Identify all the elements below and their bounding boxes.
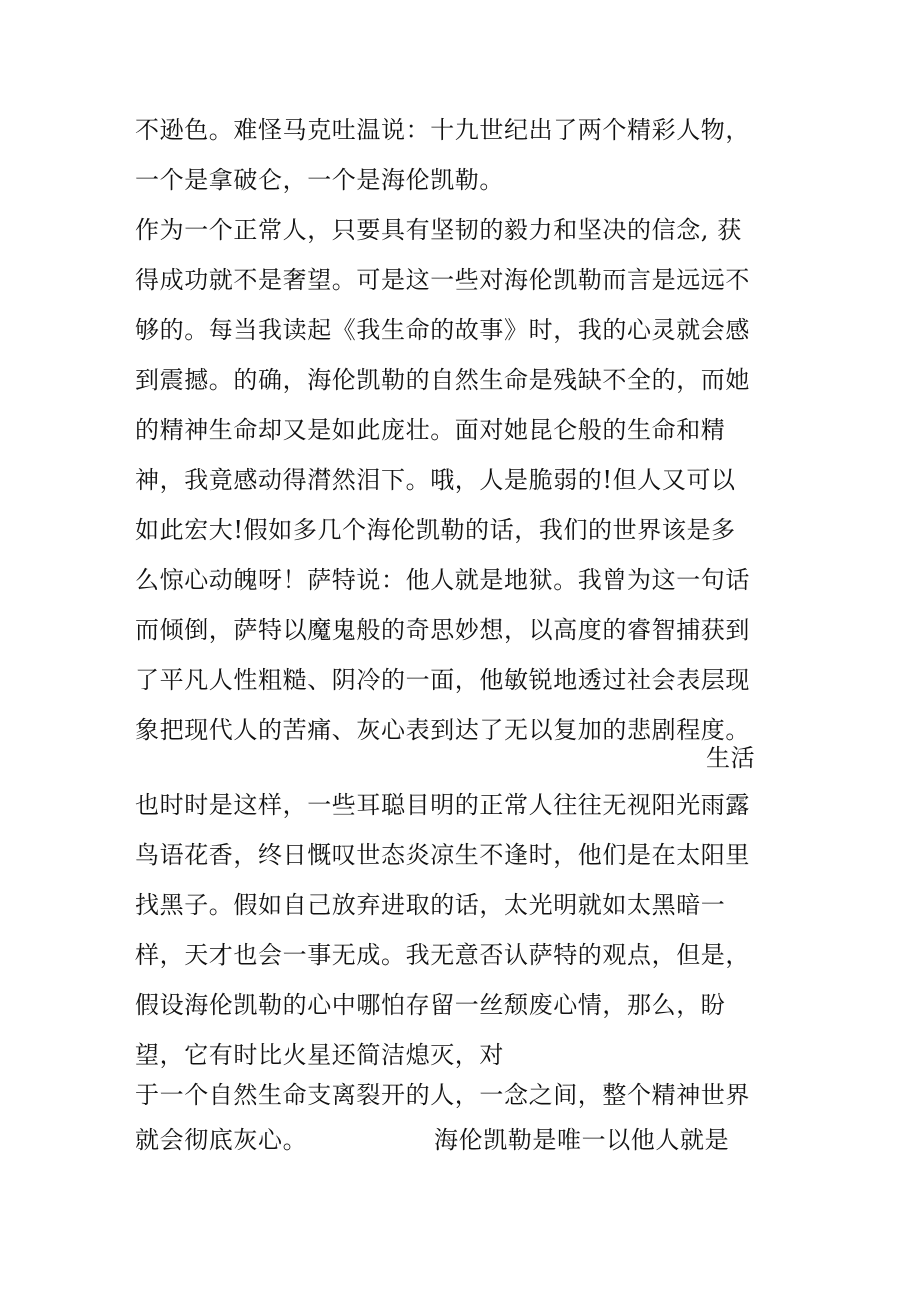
text-line: 也时时是这样，一些耳聪目明的正常人往往无视阳光雨露 [135, 791, 750, 819]
text-line: 鸟语花香，终日慨叹世态炎凉生不逢时，他们是在太阳里 [135, 841, 750, 869]
text-line: 而倾倒，萨特以魔鬼般的奇思妙想，以高度的睿智捕获到 [135, 616, 750, 644]
text-line-right: 生活 [706, 744, 756, 772]
text-line: 望，它有时比火星还简洁熄灭，对 [135, 1041, 504, 1069]
text-line: 神，我竟感动得潸然泪下。哦，人是脆弱的!但人又可以 [135, 466, 736, 494]
text-line: 得成功就不是奢望。可是这一些对海伦凯勒而言是远远不 [135, 266, 750, 294]
text-line: 假设海伦凯勒的心中哪怕存留一丝颓废心情，那么，盼 [135, 991, 726, 1019]
text-line: 就会彻底灰心。 [135, 1126, 308, 1154]
text-line: 不逊色。难怪马克吐温说：十九世纪出了两个精彩人物， [135, 116, 750, 144]
text-line: 如此宏大!假如多几个海伦凯勒的话，我们的世界该是多 [135, 516, 736, 544]
text-line: 作为一个正常人，只要具有坚韧的毅力和坚决的信念, 获 [135, 216, 742, 244]
text-line: 够的。每当我读起《我生命的故事》时，我的心灵就会感 [135, 316, 750, 344]
text-line: 找黑子。假如自己放弃进取的话，太光明就如太黑暗一 [135, 891, 726, 919]
text-line: 到震撼。的确，海伦凯勒的自然生命是残缺不全的，而她 [135, 366, 750, 394]
text-line: 的精神生命却又是如此庞壮。面对她昆仑般的生命和精 [135, 416, 726, 444]
text-line: 象把现代人的苦痛、灰心表到达了无以复加的悲剧程度。 [135, 716, 750, 744]
text-line: 样，天才也会一事无成。我无意否认萨特的观点，但是， [135, 941, 750, 969]
text-line: 一个是拿破仑，一个是海伦凯勒。 [135, 166, 504, 194]
text-line: 么惊心动魄呀！萨特说：他人就是地狱。我曾为这一句话 [135, 566, 750, 594]
text-line-tail: 海伦凯勒是唯一以他人就是 [434, 1126, 730, 1154]
text-line: 于一个自然生命支离裂开的人，一念之间，整个精神世界 [135, 1081, 750, 1109]
text-line: 了平凡人性粗糙、阴冷的一面，他敏锐地透过社会表层现 [135, 666, 750, 694]
